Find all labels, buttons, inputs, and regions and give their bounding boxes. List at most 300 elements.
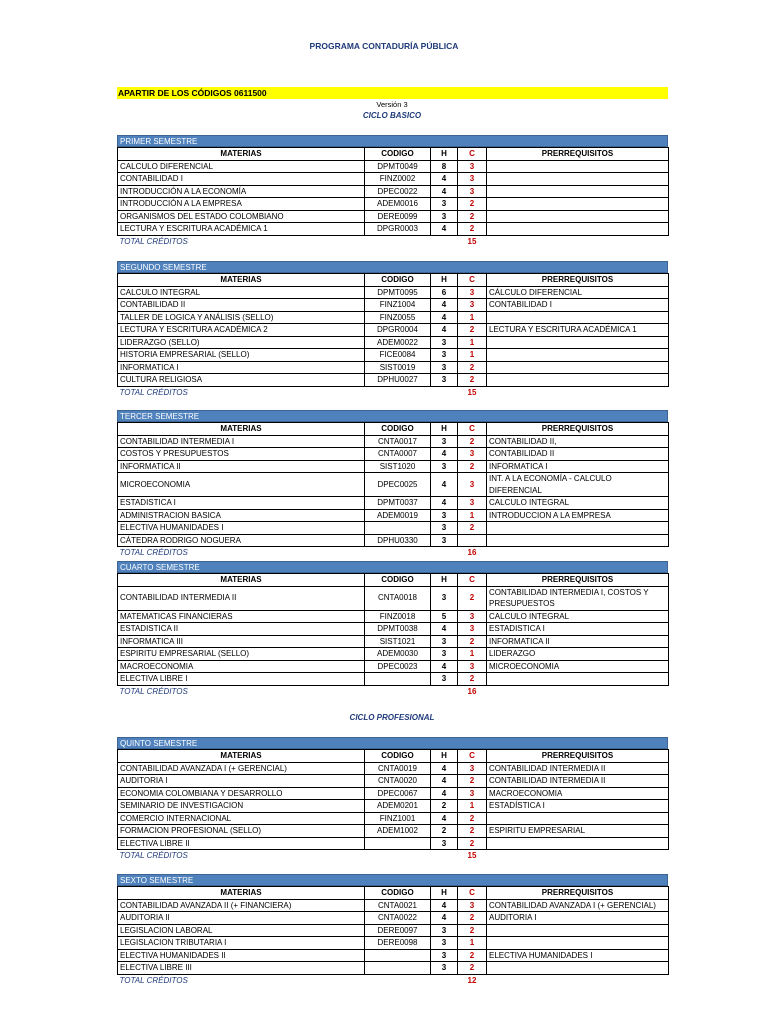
table-row — [118, 660, 669, 673]
total-empty-cell — [487, 850, 669, 862]
hours-cell: 4 — [431, 623, 458, 636]
prerequisite-cell — [487, 311, 669, 324]
total-empty-cell — [487, 685, 669, 697]
table-row — [118, 185, 669, 198]
hours-cell: 4 — [431, 912, 458, 925]
table-row — [118, 349, 669, 362]
hours-cell: 5 — [431, 610, 458, 623]
code-cell: ADEM0019 — [365, 509, 431, 522]
credits-cell: 1 — [458, 349, 487, 362]
semester-table — [117, 886, 669, 986]
table-row — [118, 837, 669, 850]
credits-cell: 1 — [458, 937, 487, 950]
hours-cell: 3 — [431, 435, 458, 448]
prerequisite-cell — [487, 924, 669, 937]
table-row — [118, 673, 669, 686]
code-cell: FINZ1004 — [365, 299, 431, 312]
subject-cell: ELECTIVA HUMANIDADES II — [118, 949, 365, 962]
prerequisite-cell — [487, 361, 669, 374]
code-cell: CNTA0018 — [365, 586, 431, 610]
subject-cell: CONTABILIDAD INTERMEDIA II — [118, 586, 365, 610]
prerequisite-cell — [487, 673, 669, 686]
credits-cell: 2 — [458, 361, 487, 374]
credits-cell: 1 — [458, 336, 487, 349]
table-row — [118, 648, 669, 661]
credits-cell: 3 — [458, 899, 487, 912]
table-row — [118, 311, 669, 324]
table-row — [118, 160, 669, 173]
prerequisite-cell: CONTABILIDAD II — [487, 448, 669, 461]
code-cell: DPMT0038 — [365, 623, 431, 636]
header-materias: MATERIAS — [118, 750, 365, 763]
credits-cell: 2 — [458, 586, 487, 610]
code-cell: DPEC0067 — [365, 787, 431, 800]
header-c: C — [458, 148, 487, 161]
prerequisite-cell: INFORMATICA I — [487, 460, 669, 473]
prerequisite-cell — [487, 522, 669, 535]
code-cell: FINZ1001 — [365, 812, 431, 825]
semester-title: SEXTO SEMESTRE — [117, 874, 668, 886]
credits-cell: 3 — [458, 286, 487, 299]
credits-cell: 2 — [458, 210, 487, 223]
cycle-professional-label: CICLO PROFESIONAL — [349, 713, 435, 722]
subject-cell: TALLER DE LOGICA Y ANÁLISIS (SELLO) — [118, 311, 365, 324]
code-cell: FICE0084 — [365, 349, 431, 362]
header-codigo: CODIGO — [365, 887, 431, 900]
subject-cell: INTRODUCCIÓN A LA ECONOMÍA — [118, 185, 365, 198]
prerequisite-cell: CONTABILIDAD II, — [487, 435, 669, 448]
subject-cell: COMERCIO INTERNACIONAL — [118, 812, 365, 825]
credits-cell: 3 — [458, 660, 487, 673]
prerequisite-cell — [487, 812, 669, 825]
table-row — [118, 635, 669, 648]
prerequisite-cell: ESTADISTICA I — [487, 623, 669, 636]
hours-cell: 4 — [431, 185, 458, 198]
code-cell: FINZ0018 — [365, 610, 431, 623]
credits-cell: 3 — [458, 762, 487, 775]
hours-cell: 3 — [431, 586, 458, 610]
subject-cell: LECTURA Y ESCRITURA ACADÉMICA 1 — [118, 223, 365, 236]
hours-cell: 4 — [431, 299, 458, 312]
table-row — [118, 762, 669, 775]
subject-cell: SEMINARIO DE INVESTIGACION — [118, 800, 365, 813]
prerequisite-cell: AUDITORIA I — [487, 912, 669, 925]
code-cell — [365, 949, 431, 962]
code-cell: SIST1021 — [365, 635, 431, 648]
table-row — [118, 825, 669, 838]
hours-cell: 3 — [431, 349, 458, 362]
credits-cell: 2 — [458, 825, 487, 838]
table-row — [118, 473, 669, 497]
total-credits-value: 16 — [467, 686, 477, 696]
subject-cell: ELECTIVA LIBRE I — [118, 673, 365, 686]
code-cell: ADEM0030 — [365, 648, 431, 661]
subject-cell: FORMACION PROFESIONAL (SELLO) — [118, 825, 365, 838]
credits-cell: 1 — [458, 800, 487, 813]
code-cell: DPMT0095 — [365, 286, 431, 299]
table-row — [118, 286, 669, 299]
credits-cell: 2 — [458, 198, 487, 211]
table-row — [118, 299, 669, 312]
hours-cell: 3 — [431, 336, 458, 349]
code-cell: CNTA0022 — [365, 912, 431, 925]
subject-cell: ECONOMIA COLOMBIANA Y DESARROLLO — [118, 787, 365, 800]
table-row — [118, 336, 669, 349]
table-row — [118, 497, 669, 510]
prerequisite-cell: LECTURA Y ESCRITURA ACADÉMICA 1 — [487, 324, 669, 337]
table-row — [118, 899, 669, 912]
total-credits-label: TOTAL CRÉDITOS — [119, 548, 188, 557]
hours-cell: 3 — [431, 460, 458, 473]
hours-cell: 3 — [431, 924, 458, 937]
credits-cell: 2 — [458, 962, 487, 975]
hours-cell: 3 — [431, 534, 458, 547]
prerequisite-cell — [487, 173, 669, 186]
header-prerrequisitos: PRERREQUISITOS — [487, 274, 669, 287]
credits-cell: 2 — [458, 522, 487, 535]
semester-table — [117, 749, 669, 862]
header-prerrequisitos: PRERREQUISITOS — [487, 750, 669, 763]
prerequisite-cell — [487, 962, 669, 975]
code-cell: CNTA0019 — [365, 762, 431, 775]
hours-cell: 4 — [431, 173, 458, 186]
table-row — [118, 812, 669, 825]
code-cell: DPHU0027 — [365, 374, 431, 387]
prerequisite-cell: LIDERAZGO — [487, 648, 669, 661]
hours-cell: 6 — [431, 286, 458, 299]
code-cell: CNTA0007 — [365, 448, 431, 461]
prerequisite-cell: CONTABILIDAD INTERMEDIA I, COSTOS Y PRESUPUESTOS — [487, 586, 669, 610]
prerequisite-cell — [487, 336, 669, 349]
prerequisite-cell — [487, 198, 669, 211]
credits-cell: 3 — [458, 173, 487, 186]
code-cell: CNTA0017 — [365, 435, 431, 448]
credits-cell: 2 — [458, 435, 487, 448]
cycle-basic-label: CICLO BASICO — [362, 111, 422, 120]
semester-block — [117, 410, 668, 559]
code-cell: DPGR0003 — [365, 223, 431, 236]
prerequisite-cell: INTRODUCCION A LA EMPRESA — [487, 509, 669, 522]
table-row — [118, 937, 669, 950]
prerequisite-cell — [487, 349, 669, 362]
semester-title: CUARTO SEMESTRE — [117, 561, 668, 573]
code-cell: SIST0019 — [365, 361, 431, 374]
credits-cell: 3 — [458, 473, 487, 497]
header-codigo: CODIGO — [365, 274, 431, 287]
prerequisite-cell: MICROECONOMIA — [487, 660, 669, 673]
total-credits-label: TOTAL CRÉDITOS — [119, 975, 188, 985]
hours-cell: 4 — [431, 448, 458, 461]
prerequisite-cell — [487, 534, 669, 547]
prerequisite-cell: CONTABILIDAD INTERMEDIA II — [487, 775, 669, 788]
header-prerrequisitos: PRERREQUISITOS — [487, 423, 669, 436]
credits-cell: 3 — [458, 497, 487, 510]
table-row — [118, 210, 669, 223]
header-codigo: CODIGO — [365, 750, 431, 763]
table-row — [118, 460, 669, 473]
credits-cell: 2 — [458, 912, 487, 925]
credits-cell: 1 — [458, 648, 487, 661]
table-row — [118, 448, 669, 461]
credits-cell: 3 — [458, 623, 487, 636]
code-cell: CNTA0020 — [365, 775, 431, 788]
hours-cell: 3 — [431, 522, 458, 535]
header-materias: MATERIAS — [118, 423, 365, 436]
code-cell: DERE0098 — [365, 937, 431, 950]
prerequisite-cell: MACROECONOMIA — [487, 787, 669, 800]
table-row — [118, 198, 669, 211]
header-materias: MATERIAS — [118, 574, 365, 587]
subject-cell: INTRODUCCIÓN A LA EMPRESA — [118, 198, 365, 211]
prerequisite-cell: ELECTIVA HUMANIDADES I — [487, 949, 669, 962]
hours-cell: 4 — [431, 899, 458, 912]
header-h: H — [431, 574, 458, 587]
hours-cell: 2 — [431, 800, 458, 813]
table-row — [118, 361, 669, 374]
credits-cell: 2 — [458, 223, 487, 236]
subject-cell: INFORMATICA III — [118, 635, 365, 648]
subject-cell: CÁTEDRA RODRIGO NOGUERA — [118, 534, 365, 547]
total-credits-value: 12 — [467, 975, 477, 985]
prerequisite-cell — [487, 837, 669, 850]
code-cell: DPMT0037 — [365, 497, 431, 510]
credits-cell: 2 — [458, 374, 487, 387]
prerequisite-cell: CONTABILIDAD I — [487, 299, 669, 312]
subject-cell: MATEMATICAS FINANCIERAS — [118, 610, 365, 623]
semester-block — [117, 874, 668, 986]
semester-table — [117, 573, 669, 697]
credits-cell: 1 — [458, 311, 487, 324]
prerequisite-cell: CONTABILIDAD AVANZADA I (+ GERENCIAL) — [487, 899, 669, 912]
header-prerrequisitos: PRERREQUISITOS — [487, 887, 669, 900]
code-cell: DERE0097 — [365, 924, 431, 937]
subject-cell: ESTADISTICA II — [118, 623, 365, 636]
subject-cell: ESPIRITU EMPRESARIAL (SELLO) — [118, 648, 365, 661]
credits-cell: 2 — [458, 460, 487, 473]
prerequisite-cell: ESPIRITU EMPRESARIAL — [487, 825, 669, 838]
credits-cell: 2 — [458, 775, 487, 788]
semester-title: PRIMER SEMESTRE — [117, 135, 668, 147]
hours-cell: 3 — [431, 673, 458, 686]
hours-cell: 3 — [431, 509, 458, 522]
hours-cell: 3 — [431, 949, 458, 962]
credits-cell: 2 — [458, 949, 487, 962]
prerequisite-cell: ESTADÍSTICA I — [487, 800, 669, 813]
total-empty-cell — [487, 235, 669, 247]
table-row — [118, 586, 669, 610]
credits-cell: 3 — [458, 160, 487, 173]
header-materias: MATERIAS — [118, 148, 365, 161]
table-row — [118, 800, 669, 813]
subject-cell: MICROECONOMIA — [118, 473, 365, 497]
code-cell: ADEM0022 — [365, 336, 431, 349]
subject-cell: CONTABILIDAD AVANZADA I (+ GERENCIAL) — [118, 762, 365, 775]
header-c: C — [458, 887, 487, 900]
header-c: C — [458, 423, 487, 436]
table-row — [118, 775, 669, 788]
credits-cell: 2 — [458, 837, 487, 850]
total-credits-label: TOTAL CRÉDITOS — [119, 387, 188, 397]
table-row — [118, 623, 669, 636]
subject-cell: AUDITORIA I — [118, 775, 365, 788]
code-cell: FINZ0002 — [365, 173, 431, 186]
hours-cell: 4 — [431, 497, 458, 510]
subject-cell: LEGISLACION LABORAL — [118, 924, 365, 937]
table-row — [118, 435, 669, 448]
prerequisite-cell — [487, 185, 669, 198]
header-codigo: CODIGO — [365, 423, 431, 436]
code-cell: ADEM1002 — [365, 825, 431, 838]
total-credits-label: TOTAL CRÉDITOS — [119, 236, 188, 246]
subject-cell: LEGISLACION TRIBUTARIA I — [118, 937, 365, 950]
semester-title: SEGUNDO SEMESTRE — [117, 261, 668, 273]
table-row — [118, 522, 669, 535]
prerequisite-cell — [487, 374, 669, 387]
codes-banner: APARTIR DE LOS CÓDIGOS 0611500 — [117, 87, 668, 99]
subject-cell: CULTURA RELIGIOSA — [118, 374, 365, 387]
table-row — [118, 509, 669, 522]
table-row — [118, 534, 669, 547]
hours-cell: 4 — [431, 660, 458, 673]
version-label: Versión 3 — [376, 100, 408, 109]
semester-table — [117, 147, 669, 247]
prerequisite-cell: CÁLCULO DIFERENCIAL — [487, 286, 669, 299]
semester-block — [117, 135, 668, 247]
code-cell: DERE0099 — [365, 210, 431, 223]
hours-cell: 3 — [431, 361, 458, 374]
subject-cell: CONTABILIDAD II — [118, 299, 365, 312]
code-cell: ADEM0201 — [365, 800, 431, 813]
table-row — [118, 962, 669, 975]
prerequisite-cell — [487, 160, 669, 173]
total-credits-label: TOTAL CRÉDITOS — [119, 851, 188, 860]
table-row — [118, 173, 669, 186]
credits-cell: 2 — [458, 324, 487, 337]
table-row — [118, 924, 669, 937]
prerequisite-cell: CALCULO INTEGRAL — [487, 497, 669, 510]
table-row — [118, 787, 669, 800]
header-h: H — [431, 887, 458, 900]
header-c: C — [458, 274, 487, 287]
credits-cell: 3 — [458, 610, 487, 623]
subject-cell: CALCULO DIFERENCIAL — [118, 160, 365, 173]
header-materias: MATERIAS — [118, 887, 365, 900]
header-h: H — [431, 423, 458, 436]
subject-cell: INFORMATICA II — [118, 460, 365, 473]
hours-cell: 3 — [431, 635, 458, 648]
hours-cell: 4 — [431, 775, 458, 788]
subject-cell: CONTABILIDAD INTERMEDIA I — [118, 435, 365, 448]
code-cell: FINZ0055 — [365, 311, 431, 324]
header-c: C — [458, 750, 487, 763]
header-h: H — [431, 148, 458, 161]
prerequisite-cell — [487, 210, 669, 223]
code-cell: DPEC0023 — [365, 660, 431, 673]
subject-cell: CALCULO INTEGRAL — [118, 286, 365, 299]
total-credits-value: 15 — [467, 851, 477, 860]
credits-cell: 2 — [458, 924, 487, 937]
header-codigo: CODIGO — [365, 148, 431, 161]
semester-title: QUINTO SEMESTRE — [117, 737, 668, 749]
code-cell — [365, 522, 431, 535]
prerequisite-cell: INT. A LA ECONOMÍA - CALCULO DIFERENCIAL — [487, 473, 669, 497]
hours-cell: 3 — [431, 210, 458, 223]
subject-cell: ADMINISTRACION BASICA — [118, 509, 365, 522]
subject-cell: INFORMATICA I — [118, 361, 365, 374]
hours-cell: 3 — [431, 937, 458, 950]
semester-block — [117, 561, 668, 697]
page-title: PROGRAMA CONTADURÍA PÚBLICA — [309, 41, 459, 51]
subject-cell: LIDERAZGO (SELLO) — [118, 336, 365, 349]
total-credits-label: TOTAL CRÉDITOS — [119, 686, 188, 696]
subject-cell: ORGANISMOS DEL ESTADO COLOMBIANO — [118, 210, 365, 223]
credits-cell: 3 — [458, 185, 487, 198]
table-row — [118, 949, 669, 962]
subject-cell: ELECTIVA HUMANIDADES I — [118, 522, 365, 535]
subject-cell: HISTORIA EMPRESARIAL (SELLO) — [118, 349, 365, 362]
hours-cell: 3 — [431, 648, 458, 661]
header-prerrequisitos: PRERREQUISITOS — [487, 148, 669, 161]
subject-cell: ESTADISTICA I — [118, 497, 365, 510]
code-cell: SIST1020 — [365, 460, 431, 473]
semester-table — [117, 422, 669, 559]
hours-cell: 3 — [431, 837, 458, 850]
semester-table — [117, 273, 669, 398]
header-materias: MATERIAS — [118, 274, 365, 287]
hours-cell: 4 — [431, 473, 458, 497]
code-cell: DPHU0330 — [365, 534, 431, 547]
prerequisite-cell — [487, 937, 669, 950]
semester-block — [117, 261, 668, 398]
code-cell: ADEM0016 — [365, 198, 431, 211]
credits-cell: 1 — [458, 509, 487, 522]
subject-cell: AUDITORIA II — [118, 912, 365, 925]
credits-cell: 2 — [458, 635, 487, 648]
hours-cell: 4 — [431, 324, 458, 337]
hours-cell: 4 — [431, 223, 458, 236]
subject-cell: CONTABILIDAD AVANZADA II (+ FINANCIERA) — [118, 899, 365, 912]
code-cell: DPEC0025 — [365, 473, 431, 497]
code-cell: DPEC0022 — [365, 185, 431, 198]
hours-cell: 8 — [431, 160, 458, 173]
credits-cell: 2 — [458, 812, 487, 825]
hours-cell: 2 — [431, 825, 458, 838]
subject-cell: COSTOS Y PRESUPUESTOS — [118, 448, 365, 461]
table-row — [118, 324, 669, 337]
credits-cell: 3 — [458, 299, 487, 312]
subject-cell: MACROECONOMIA — [118, 660, 365, 673]
hours-cell: 4 — [431, 311, 458, 324]
code-cell — [365, 673, 431, 686]
credits-cell: 3 — [458, 787, 487, 800]
header-prerrequisitos: PRERREQUISITOS — [487, 574, 669, 587]
code-cell: DPGR0004 — [365, 324, 431, 337]
hours-cell: 3 — [431, 962, 458, 975]
hours-cell: 4 — [431, 787, 458, 800]
prerequisite-cell: INFORMATICA II — [487, 635, 669, 648]
code-cell — [365, 837, 431, 850]
semester-block — [117, 737, 668, 862]
header-h: H — [431, 750, 458, 763]
code-cell — [365, 962, 431, 975]
subject-cell: CONTABILIDAD I — [118, 173, 365, 186]
prerequisite-cell: CONTABILIDAD INTERMEDIA II — [487, 762, 669, 775]
credits-cell: 2 — [458, 673, 487, 686]
prerequisite-cell: CALCULO INTEGRAL — [487, 610, 669, 623]
total-credits-value: 16 — [467, 548, 477, 557]
total-credits-value: 15 — [467, 236, 477, 246]
table-row — [118, 223, 669, 236]
